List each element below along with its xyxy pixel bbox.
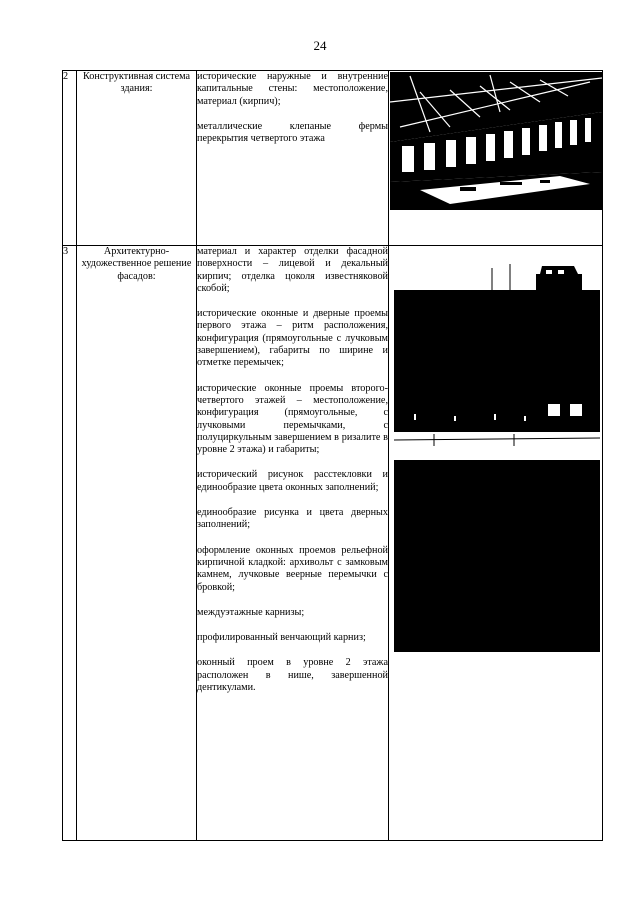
description-item: металлические клепаные фермы перекрытия четвертого этажа [197, 120, 388, 145]
row-title: Конструктивная система здания: [77, 71, 197, 246]
description-item: профилированный венчающий карниз; [197, 632, 366, 644]
row-description [197, 246, 389, 841]
row-description [197, 71, 389, 246]
row-number: 3 [63, 246, 77, 841]
row-title: Архитектурно-художественное решение фасадов: [77, 246, 197, 841]
description-item: междуэтажные карнизы; [197, 606, 305, 618]
description-item: исторические наружные и внутренние капитальные стены: местоположение, материал (кирпич); [197, 71, 388, 107]
page-number: 24 [313, 38, 327, 53]
description-item: единообразие рисунка и цвета дверных заполнений; [197, 507, 388, 531]
description-item: исторические оконные и дверные проемы первого этажа – ритм расположения, конфигурация (прямоугольные с лучковым завершением), габариты по ширине и отметке перемычек; [197, 308, 388, 369]
interior-truss-photo [390, 72, 602, 210]
description-item: оформление оконных проемов рельефной кирпичной кладкой: архивольт с замковым камнем, лучковые веерные перемычки с бровкой; [197, 544, 388, 593]
row-number: 2 [63, 71, 77, 246]
table-row [63, 246, 603, 841]
facade-photo [394, 254, 600, 450]
description-item: исторические оконные проемы второго-четвертого этажей – местоположение, конфигурация (прямоугольные, с лучковыми перемычками, с полуциркульным завершением в ризалите в уровне 2 этажа) и габариты; [197, 382, 388, 456]
table-row [63, 71, 603, 246]
monument-subject-table [62, 70, 603, 841]
facade-detail-photo [394, 460, 600, 652]
photo-cell [389, 71, 603, 246]
description-item: материал и характер отделки фасадной поверхности – лицевой и декальный кирпич; отделка цоколя известняковой скобой; [197, 246, 388, 294]
photo-cell [389, 246, 603, 841]
description-item: исторический рисунок расстекловки и единообразие цвета оконных заполнений; [197, 469, 388, 493]
description-item: оконный проем в уровне 2 этажа расположен в нише, завершенной дентикулами. [197, 657, 388, 694]
